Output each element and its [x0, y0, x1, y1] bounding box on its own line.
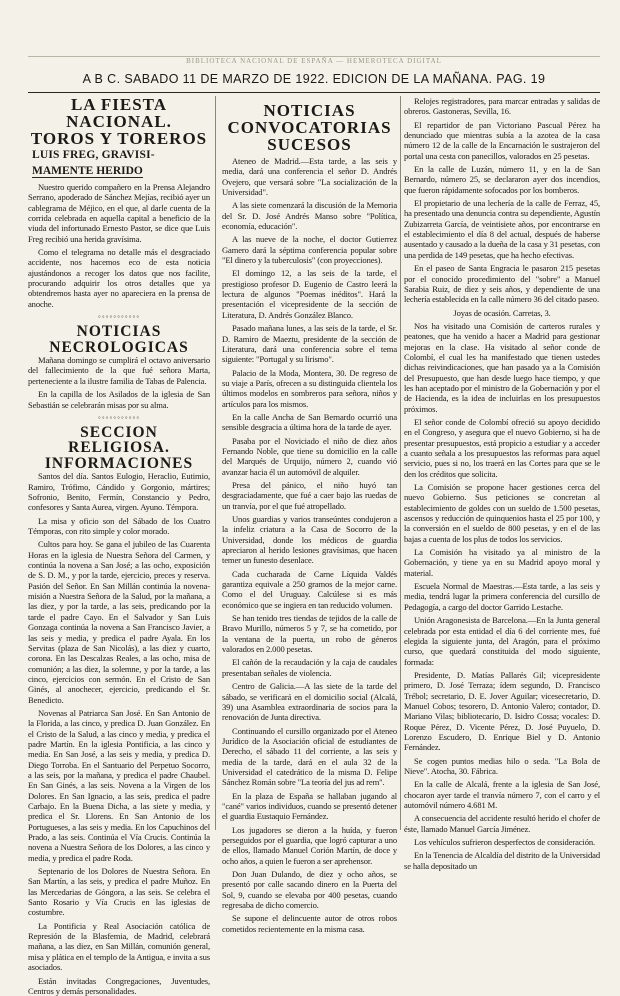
article-paragraph: Se han tenido tres tiendas de tejidos de la calle de Bravo Murillo, números 5 y 7, se ha cometido, por la ventana de la puerta, un robo de géneros valorados en 2.000 pesetas.: [222, 613, 397, 654]
article-paragraph: En la calle Ancha de San Bernardo ocurrió una sensible desgracia a última hora de la tarde de ayer.: [222, 412, 397, 433]
headline-seccion-religiosa: SECCION RELIGIOSA.: [28, 425, 210, 456]
article-paragraph: Ateneo de Madrid.—Esta tarde, a las seis y media, dará una conferencia el señor D. Andrés Ovejero, que versará sobre "La socialización de la Universidad".: [222, 156, 397, 197]
article-paragraph: Santos del día. Santos Eulogio, Heraclio, Eutimio, Ramiro, Trófimo, Cándido y Gorgonio, mártires; Sofronio, Benito, Fermín, Constancio y Pedro, confesores y Santa Aurea, virgen. Ayuno. Témpora.: [28, 471, 210, 512]
article-paragraph: Cada cucharada de Carne Líquida Valdés garantiza equivale a 250 gramos de la mejor carne. Como el del Uruguay. Calcúlese si es más económico que se ingiera en tan reducido volumen.: [222, 569, 397, 610]
article-paragraph: Escuela Normal de Maestras.—Esta tarde, a las seis y media, tendrá lugar la primera conferencia del cursillo de Pedagogía, a cargo del doctor Garrido Lestache.: [404, 581, 600, 612]
article-paragraph: En la capilla de los Asilados de la iglesia de San Sebastián se celebrarán misas por su alma.: [28, 389, 210, 410]
article-paragraph: El propietario de una lechería de la calle de Ferraz, 45, ha presentado una denuncia contra su dependiente, Agustín Zubizarreta García, de veintisiete años, por encontrarse en el establecimiento el día 8 del actual, después de haberse ausentado y causado a la dueña de la casa y 31 pesetas, con una perdida de 149 pesetas, que ha hecho efectivas.: [404, 198, 600, 260]
headline-informaciones: INFORMACIONES: [28, 456, 210, 472]
headline-toros-toreros: TOROS Y TOREROS: [28, 130, 210, 147]
article-paragraph: La Comisión se propone hacer gestiones cerca del nuevo Gobierno. Sus peticiones se concretan al establecimiento de goldes con un sueldo de 1.500 pesetas, ascensos y reducción de quinquenios hasta el 25 por 100, y la conversión en el sueldo de 800 pesetas, y en el de las bajas a cuenta de los plus de todos los servicios.: [404, 482, 600, 544]
subhead-luis-freg: LUIS FREG, GRAVISI-: [32, 149, 210, 161]
headline-convocatorias: CONVOCATORIAS: [222, 119, 397, 136]
article-paragraph: La Pontificia y Real Asociación católica de Represión de la Blasfemia, de Madrid, celebrará mañana, a las diez, en San Millán, comunión general, misa y plática en el templo de la Antigua, e invita a sus asociados.: [28, 921, 210, 973]
article-paragraph: A las siete comenzará la discusión de la Memoria del Sr. D. José Andrés Manso sobre "Política, economía, educación".: [222, 200, 397, 231]
header-rule: [28, 92, 600, 93]
article-paragraph: Palacio de la Moda, Montera, 30. De regreso de su viaje a París, ofrecen a su distinguida clientela los últimos modelos en sombreros para señora, niños y artículos para los mismos.: [222, 368, 397, 409]
ornament-divider: ◦◦◦◦◦◦◦◦◦◦◦: [28, 312, 210, 321]
article-paragraph: Nos ha visitado una Comisión de carteros rurales y peatones, que ha venido a hacer a Madrid para gestionar mejoras en la clase. Ha visitado al señor conde de Colombí, el cual les ha manifestado que tienen ustedes dichas reivindicaciones, que han pasado ya a la Comisión del Presupuesto, que han desde luego hace tiempo, y que les han aceptado por el ministro de la Gobernación y por el de Hacienda, es la idea de incluirlas en los presupuestos próximos.: [404, 321, 600, 414]
subhead-herido: MAMENTE HERIDO: [32, 165, 143, 178]
column-rule: [400, 96, 401, 830]
left-column: [28, 96, 210, 830]
article-paragraph: Septenario de los Dolores de Nuestra Señora. En San Martín, a las seis, y predica el padre Muñoz. En las Mercedarias de Góngora, a las seis. Se celebra el Santo Rosario y Vía Crucis en las iglesias de costumbre.: [28, 866, 210, 918]
article-paragraph: Centro de Galicia.—A las siete de la tarde del sábado, se verificará en el domicilio social (Alcalá, 39) una Asamblea extraordinaria de socios para la renovación de Junta directiva.: [222, 681, 397, 722]
headline-noticias: NOTICIAS: [28, 324, 210, 340]
article-paragraph: Unión Aragonesista de Barcelona.—En la Junta general celebrada por esta entidad el día 6 del corriente mes, fué elegida la siguiente junta, del Aragón, para el próximo curso, que quedará constituida del modo siguiente, formada:: [404, 615, 600, 667]
article-paragraph: A las nueve de la noche, el doctor Gutierrez Gamero dará la séptima conferencia popular sobre "El dinero y la tuberculosis" (con proyecciones).: [222, 234, 397, 265]
article-paragraph: Los vehículos sufrieron desperfectos de consideración.: [404, 837, 600, 847]
article-paragraph: El señor conde de Colombí ofreció su apoyo decidido en el Congreso, y asegura que el nuevo Gobierno, si ha de presentar presupuestos, está propicio a estudiar y a acceder a cuanto señala a los presupuestos las reformas para aquel servicio, pues si no, los traerá en las Cortes para que se le den los créditos que solicita.: [404, 417, 600, 479]
article-paragraph: Cultos para hoy. Se gana el jubileo de las Cuarenta Horas en la iglesia de Nuestra Señora del Carmen, y continúa la novena a San José; a las ocho, exposición de S. D. M., y por la tarde, ejercicio, preces y reserva. Pasión del Señor. En San Millán continúa la novena-misión a Nuestra Señora de la Salud, por la mañana, a las diez, y por la tarde, a las seis, predicando por la tarde el padre Cayo. En el Salvador y San Luis Gonzaga continúa la novena a San Francisco Javier, a las seis y media, y predica el padre Ayala. En los Servitas (plaza de San Nicolás), a las diez y cuarto, corona. En las Descalzas Reales, a las ocho, misa de comunión; a las diez, la solemne, y por la tarde, a las cinco, ejercicios con sermón. En el Cristo de San Ginés, al anochecer, ejercicio, predicando el Sr. Benedicto.: [28, 539, 210, 705]
ornament-divider: ◦◦◦◦◦◦◦◦◦◦◦: [28, 413, 210, 422]
article-paragraph: La misa y oficio son del Sábado de los Cuatro Témporas, con rito simple y color morado.: [28, 516, 210, 537]
article-paragraph: Nuestro querido compañero en la Prensa Alejandro Serrano, apoderado de Sánchez Mejías, recibió ayer un cablegrama de Méjico, en el que, al darle cuenta de la corrida celebrada en aquella capital a beneficio de la viuda del infortunado Ernesto Pastor, se dice que Luis Freg recibió una herida gravísima.: [28, 182, 210, 244]
article-paragraph: Don Juan Dulando, de diez y ocho años, se presentó por calle sacando dinero en la Puerta del Sol, 9, cuando se elevaba por 400 pesetas, cuando regresaba de dicho comercio.: [222, 869, 397, 910]
article-paragraph: Están invitadas Congregaciones, Juventudes, Centros y demás personalidades.: [28, 976, 210, 996]
article-paragraph: Unos guardias y varios transeúntes condujeron a la infeliz criatura a la Casa de Socorro de la Universidad, donde los médicos de guardia apreciaron al herido lesiones gravísimas, que hacen temer un funesto desenlace.: [222, 514, 397, 566]
headline-sucesos: SUCESOS: [222, 136, 397, 153]
article-paragraph: Continuando el cursillo organizado por el Ateneo Jurídico de la Asociación oficial de estudiantes de Derecho, el sábado 11 del corriente, a las seis y media de la tarde, dará en el aula 32 de la Universidad el catedrático de la misma D. Felipe Sánchez Román sobre "La teoría del jus ad rem".: [222, 726, 397, 788]
headline-noticias-mid: NOTICIAS: [222, 102, 397, 119]
archive-watermark-strip: BIBLIOTECA NACIONAL DE ESPAÑA — HEMEROTECA DIGITAL: [28, 56, 600, 63]
article-paragraph: En la calle de Alcalá, frente a la iglesia de San José, chocaron ayer tarde el tranvía número 7, con el carro y el automóvil número 4.681 M.: [404, 779, 600, 810]
article-paragraph: A consecuencia del accidente resultó herido el chofer de éste, llamado Manuel García Jiménez.: [404, 813, 600, 834]
page-header: A B C. SABADO 11 DE MARZO DE 1922. EDICION DE LA MAÑANA. PAG. 19: [28, 72, 600, 90]
article-paragraph: La Comisión ha visitado ya al ministro de la Gobernación, y tiene ya en su Madrid apoyo moral y material.: [404, 547, 600, 578]
article-paragraph: Como el telegrama no detalle más el desgraciado accidente, nos hacemos eco de esta noticia ajustándonos a recoger los datos que nos facilite, procurando adquirir los otros detalles que ya obtendremos hasta ayer no apareciera en la prensa de anoche.: [28, 247, 210, 309]
article-paragraph: Se supone el delincuente autor de otros robos cometidos recientemente en la misma casa.: [222, 913, 397, 934]
advertisement-line: Joyas de ocasión. Carretas, 3.: [404, 308, 600, 318]
middle-column: [222, 96, 397, 830]
article-paragraph: Novenas al Patriarca San José. En San Antonio de la Florida, a las cinco, y predica D. Juan González. En el Cristo de la Salud, a las cinco y media, y predica el padre Martín. En la iglesia Pontificia, a las cinco y media. En San José, a las seis y media, y predica D. Diego Torroba. En el Santuario del Perpetuo Socorro, a las seis, por la mañana, y predica el padre Chaubel. En San Ginés, a las seis. Novena a la Virgen de los Dolores. En San Ignacio, a las seis, predica el padre Carbajo. En la Buena Dicha, a las siete y media, y predica el Sr. Llorens. En San Antonio de los Portugueses, a las seis y media. En los Capuchinos del Prado, a las seis. Continúa el Vía Crucis. Continúa la novena a Nuestra Señora de los Dolores, a las cinco y media, y predica el padre Roda.: [28, 708, 210, 863]
column-rule: [215, 96, 216, 830]
headline-fiesta-nacional: LA FIESTA NACIONAL.: [28, 96, 210, 130]
article-paragraph: Se cogen puntos medias hilo o seda. "La Bola de Nieve". Atocha, 30. Fábrica.: [404, 756, 600, 777]
headline-necrologicas: NECROLOGICAS: [28, 340, 210, 356]
right-column: [404, 96, 600, 830]
article-paragraph: Mañana domingo se cumplirá el octavo aniversario del fallecimiento de la que fué señora Marta, perteneciente a la ilustre familia de Tabas de Palencia.: [28, 355, 210, 386]
article-paragraph: En la plaza de España se hallaban jugando al "cané" varios individuos, cuando se presentó detener el guardia Eustaquio Fernández.: [222, 791, 397, 822]
article-paragraph: El domingo 12, a las seis de la tarde, el prestigioso profesor D. Eugenio de Castro leerá la lectura de algunos "Poemas inéditos". Hará la presentación el vicepresidente de la sección de Literatura, D. Andrés González Blanco.: [222, 268, 397, 320]
article-paragraph: Presidente, D. Matías Pallarés Gil; vicepresidente primero, D. José Terraza; ídem segundo, D. Francisco Trébol; secretario, D. E. Jover Aguilar; vicesecretario, D. Manuel Cobos; tesorero, D. Antonio Valero; contador, D. Mariano Vilas; bibliotecario, D. Isidro Cossa; vocales: D. Roque Pérez, D. Vicente Pérez, D. José Puyuelo, D. Lorenzo Escudero, D. Enrique Biel y D. Antonio Fernández.: [404, 670, 600, 753]
article-paragraph: Presa del pánico, el niño huyó tan desgraciadamente, que fué a caer bajo las ruedas de un tranvía, por el que fué atropellado.: [222, 480, 397, 511]
article-paragraph: Los jugadores se dieron a la huída, y fueron perseguidos por el guardia, que logró capturar a uno de ellos, llamado Manuel Corión Martín, de doce y ocho años, a quien le fueron a ser aprehensor.: [222, 825, 397, 866]
article-paragraph: Pasado mañana lunes, a las seis de la tarde, el Sr. D. Ramiro de Maeztu, presidente de la sección de Literatura, dará una conferencia sobre el tema siguiente: "Portugal y su lirismo".: [222, 323, 397, 364]
article-paragraph: En el paseo de Santa Engracia le pasaron 215 pesetas por el conocido procedimiento del "sobre" a Manuel Sarabia Ruiz, de diez y seis años, y dependiente de una lechería establecida en la calle número 36 del citado paseo.: [404, 263, 600, 304]
article-paragraph: Pasaba por el Noviciado el niño de diez años Fernando Noble, que tiene su domicilio en la calle del Marqués de Urquijo, número 2, cuando vió avanzar hacia él un automóvil de alquiler.: [222, 436, 397, 477]
article-paragraph: En la calle de Luzán, número 11, y en la de San Bernardo, número 25, se declararon ayer dos incendios, que fueron rápidamente sofocados por los bomberos.: [404, 164, 600, 195]
article-paragraph: En la Tenencia de Alcaldía del distrito de la Universidad se halla depositado un: [404, 850, 600, 871]
article-paragraph: El cañón de la recaudación y la caja de caudales presentaban señales de violencia.: [222, 657, 397, 678]
article-paragraph: Relojes registradores, para marcar entradas y salidas de obreros. Gastoneras, Sevilla, 16.: [404, 96, 600, 117]
article-paragraph: El repartidor de pan Victoriano Pascual Pérez ha denunciado que mientras subía a la azotea de la casa número 12 de la calle de la Encarnación le sustrajeron del portal una cesta con panecillos, valorados en 25 pesetas.: [404, 120, 600, 161]
